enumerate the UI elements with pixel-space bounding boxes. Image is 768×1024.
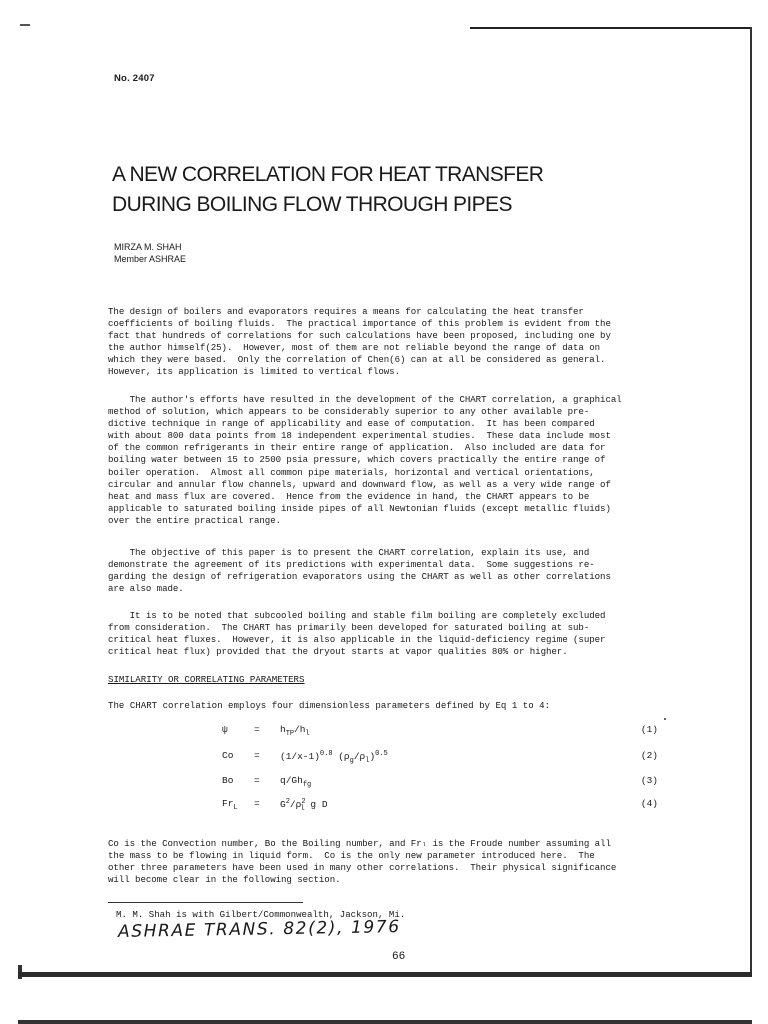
equation-symbol: ψ	[222, 724, 228, 735]
equation-2	[222, 750, 658, 766]
equation-expression: $q/Gh_{fg}$	[280, 775, 312, 789]
author-affiliation: Member ASHRAE	[114, 254, 187, 264]
equation-equals: =	[254, 798, 260, 809]
paper-title-line-1: A NEW CORRELATION FOR HEAT TRANSFER	[112, 163, 544, 186]
body-paragraph-2: The author's efforts have resulted in the development of the CHART correlation, a graphical method of solution, which appears to be considerably superior to any other available pre- dictive technique in range of applicability and ease of computation. It has been compared with about 800 data points from 18 independent experimental studies. These data include most of the common refrigerants in their entire range of application. Also included are data for boiling water between 15 to 2500 psia pressure, which covers practically the entire range of boiler operation. Almost all common pipe materials, horizontal and vertical orientations, circular and annular flow channels, upward and downward flow, as well as a very wide range of heat and mass flux are covered. Hence from the evidence in hand, the CHART appears to be applicable to saturated boiling inside pipes of all Newtonian fluids (except metallic fluids) over the entire practical range.	[108, 394, 622, 526]
paper-number: No. 2407	[114, 73, 155, 84]
equation-equals: =	[254, 750, 260, 761]
equation-symbol: $Fr_L$	[222, 798, 238, 812]
body-paragraph-3: The objective of this paper is to present the CHART correlation, explain its use, and demonstrate the agreement of its predictions with experimental data. Some suggestions re- garding the design of refrigeration evaporators using the CHART as well as other correlations are also made.	[108, 547, 611, 595]
equation-expression: $(1/x-1)^{0.8}$ $(\rho_g/\rho_l)^{0.5}$	[280, 750, 388, 766]
equation-expression: $h_{TP}/h_l$	[280, 724, 310, 738]
equation-1	[222, 724, 658, 740]
body-paragraph-1: The design of boilers and evaporators requires a means for calculating the heat transfer coefficients of boiling fluids. The practical importance of this problem is evident from the fact that hundreds of correlations for such calculations have been proposed, including one by the author himself(25). However, most of them are not reliable beyond the range of data on which they were based. Only the correlation of Chen(6) can at all be considered as general. However, its application is limited to vertical flows.	[108, 306, 611, 378]
paper-title-line-2: DURING BOILING FLOW THROUGH PIPES	[112, 193, 512, 216]
scan-corner-mark	[20, 24, 30, 26]
handwritten-citation: ASHRAE TRANS. 82(2), 1976	[117, 917, 401, 942]
stray-mark	[664, 718, 666, 720]
equation-number: (4)	[640, 798, 658, 809]
page-number: 66	[392, 951, 406, 963]
equation-symbol: Co	[222, 750, 234, 761]
equation-3	[222, 775, 658, 791]
body-paragraph-4: It is to be noted that subcooled boiling and stable film boiling are completely excluded from consideration. The CHART has primarily been developed for saturated boiling at sub- critical heat fluxes. However, it is also applicable in the liquid-deficiency regime (super critical heat flux) provided that the dryout starts at vapor qualities 80% or higher.	[108, 610, 606, 658]
scan-bottom-edge	[18, 972, 752, 977]
equations-intro: The CHART correlation employs four dimensionless parameters defined by Eq 1 to 4:	[108, 700, 551, 711]
equation-number: (3)	[640, 775, 658, 786]
author-block	[114, 241, 186, 265]
footnote-divider	[108, 902, 303, 903]
footnote: M. M. Shah is with Gilbert/Commonwealth, Jackson, Mi.	[116, 909, 406, 920]
equation-4	[222, 798, 658, 814]
body-paragraph-5: Co is the Convection number, Bo the Boiling number, and Frₗ is the Froude number assuming all the mass to be flowing in liquid form. Co is the only new parameter introduced here. The other three parameters have been used in many other correlations. Their physical significance will become clear in the following section.	[108, 838, 617, 886]
author-name: MIRZA M. SHAH	[114, 242, 182, 252]
scan-bottom-edge-2	[18, 1020, 752, 1024]
equation-expression: $G^2/\rho^2_l$ g D	[280, 798, 328, 814]
equation-symbol: Bo	[222, 775, 234, 786]
scan-right-edge-line	[750, 27, 752, 977]
equation-number: (1)	[640, 724, 658, 735]
equation-equals: =	[254, 775, 260, 786]
equation-equals: =	[254, 724, 260, 735]
paper-title	[112, 160, 543, 220]
scan-top-edge-line	[470, 27, 752, 29]
equation-number: (2)	[640, 750, 658, 761]
section-heading: SIMILARITY OR CORRELATING PARAMETERS	[108, 674, 305, 685]
